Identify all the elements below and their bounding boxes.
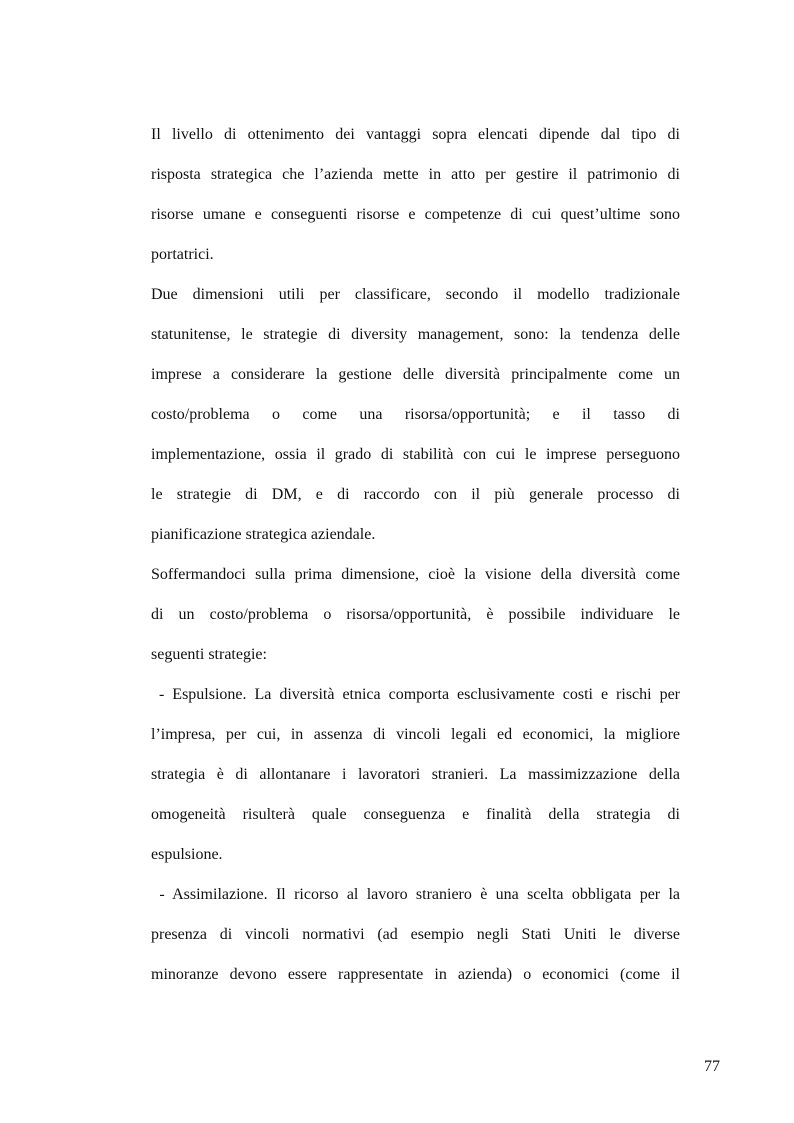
text-line: Soffermandoci sulla prima dimensione, cioè la visione della diversità come [151, 566, 680, 583]
text-line: minoranze devono essere rappresentate in azienda) o economici (come il [151, 966, 680, 983]
text-line: strategia è di allontanare i lavoratori stranieri. La massimizzazione della [151, 766, 680, 783]
text-line: presenza di vincoli normativi (ad esempio negli Stati Uniti le diverse [151, 926, 680, 943]
text-line: Il livello di ottenimento dei vantaggi sopra elencati dipende dal tipo di [151, 126, 680, 143]
text-line: implementazione, ossia il grado di stabilità con cui le imprese perseguono [151, 446, 680, 463]
text-line: imprese a considerare la gestione delle diversità principalmente come un [151, 366, 680, 383]
text-line: omogeneità risulterà quale conseguenza e finalità della strategia di [151, 806, 680, 823]
text-line: Due dimensioni utili per classificare, secondo il modello tradizionale [151, 286, 680, 303]
text-line: - Espulsione. La diversità etnica comporta esclusivamente costi e rischi per [151, 686, 680, 703]
text-line: seguenti strategie: [151, 646, 267, 663]
text-line: risposta strategica che l’azienda mette in atto per gestire il patrimonio di [151, 166, 680, 183]
text-line: statunitense, le strategie di diversity management, sono: la tendenza delle [151, 326, 680, 343]
text-line: - Assimilazione. Il ricorso al lavoro straniero è una scelta obbligata per la [151, 886, 680, 903]
text-line: pianificazione strategica aziendale. [151, 526, 376, 543]
text-line: costo/problema o come una risorsa/opportunità; e il tasso di [151, 406, 680, 423]
text-line: di un costo/problema o risorsa/opportunità, è possibile individuare le [151, 606, 680, 623]
page-body [151, 115, 680, 995]
text-line: le strategie di DM, e di raccordo con il più generale processo di [151, 486, 680, 503]
page-number: 77 [704, 1058, 720, 1075]
text-line: l’impresa, per cui, in assenza di vincoli legali ed economici, la migliore [151, 726, 680, 743]
text-line: espulsione. [151, 846, 223, 863]
text-line: portatrici. [151, 246, 214, 263]
text-line: risorse umane e conseguenti risorse e competenze di cui quest’ultime sono [151, 206, 680, 223]
